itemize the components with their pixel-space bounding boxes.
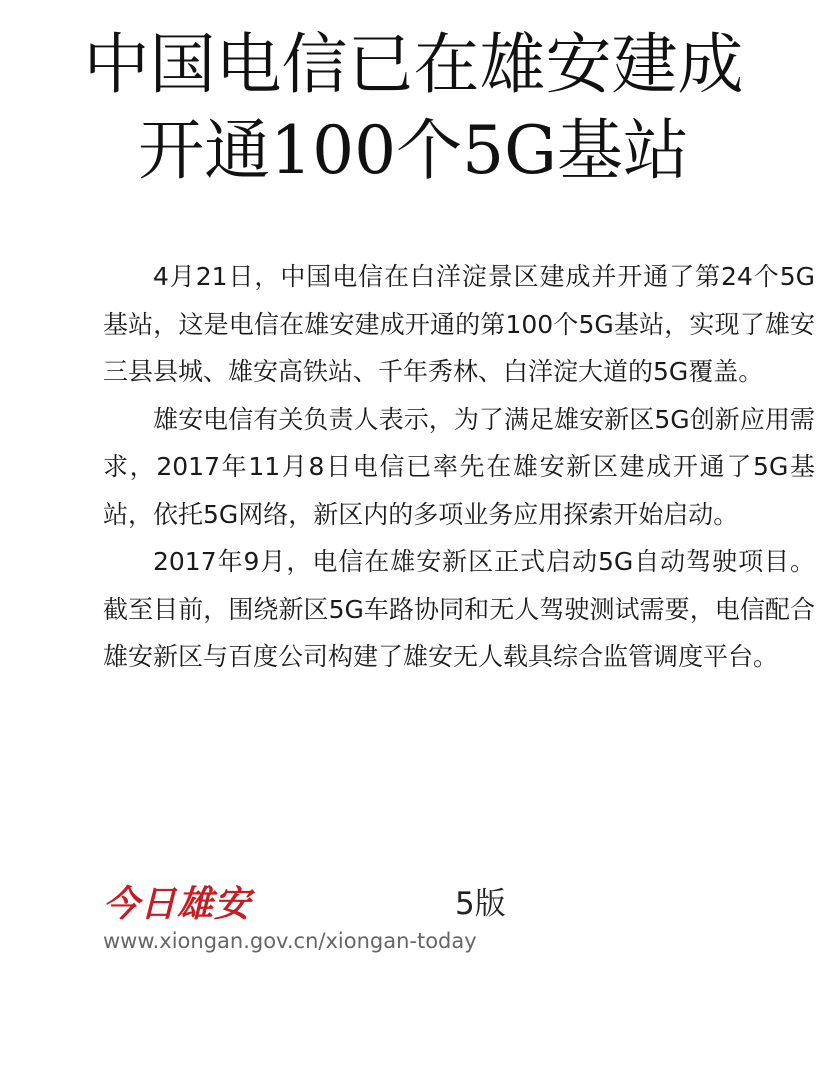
newspaper-logo: 今日雄安 (103, 883, 252, 925)
headline (0, 22, 827, 194)
article-paragraph-3: 2017年9月，电信在雄安新区正式启动5G自动驾驶项目。截至目前，围绕新区5G车路协同和无人驾驶测试需要，电信配合雄安新区与百度公司构建了雄安无人载具综合监管调度平台。 (103, 547, 815, 671)
headline-line-2: 开通100个5G基站 (138, 112, 689, 189)
article-paragraph-2: 雄安电信有关负责人表示，为了满足雄安新区5G创新应用需求，2017年11月8日电信已率先在雄安新区建成开通了5G基站，依托5G网络，新区内的多项业务应用探索开始启动。 (103, 404, 815, 529)
source-url: www.xiongan.gov.cn/xiongan-today (103, 929, 477, 953)
edition-label: 5版 (455, 886, 506, 922)
article-paragraph-1: 4月21日，中国电信在白洋淀景区建成并开通了第24个5G基站，这是电信在雄安建成开通的第100个5G基站，实现了雄安三县县城、雄安高铁站、千年秀林、白洋淀大道的5G覆盖。 (103, 262, 815, 386)
headline-line-1: 中国电信已在雄安建成 (83, 26, 744, 103)
article-body (103, 253, 815, 681)
